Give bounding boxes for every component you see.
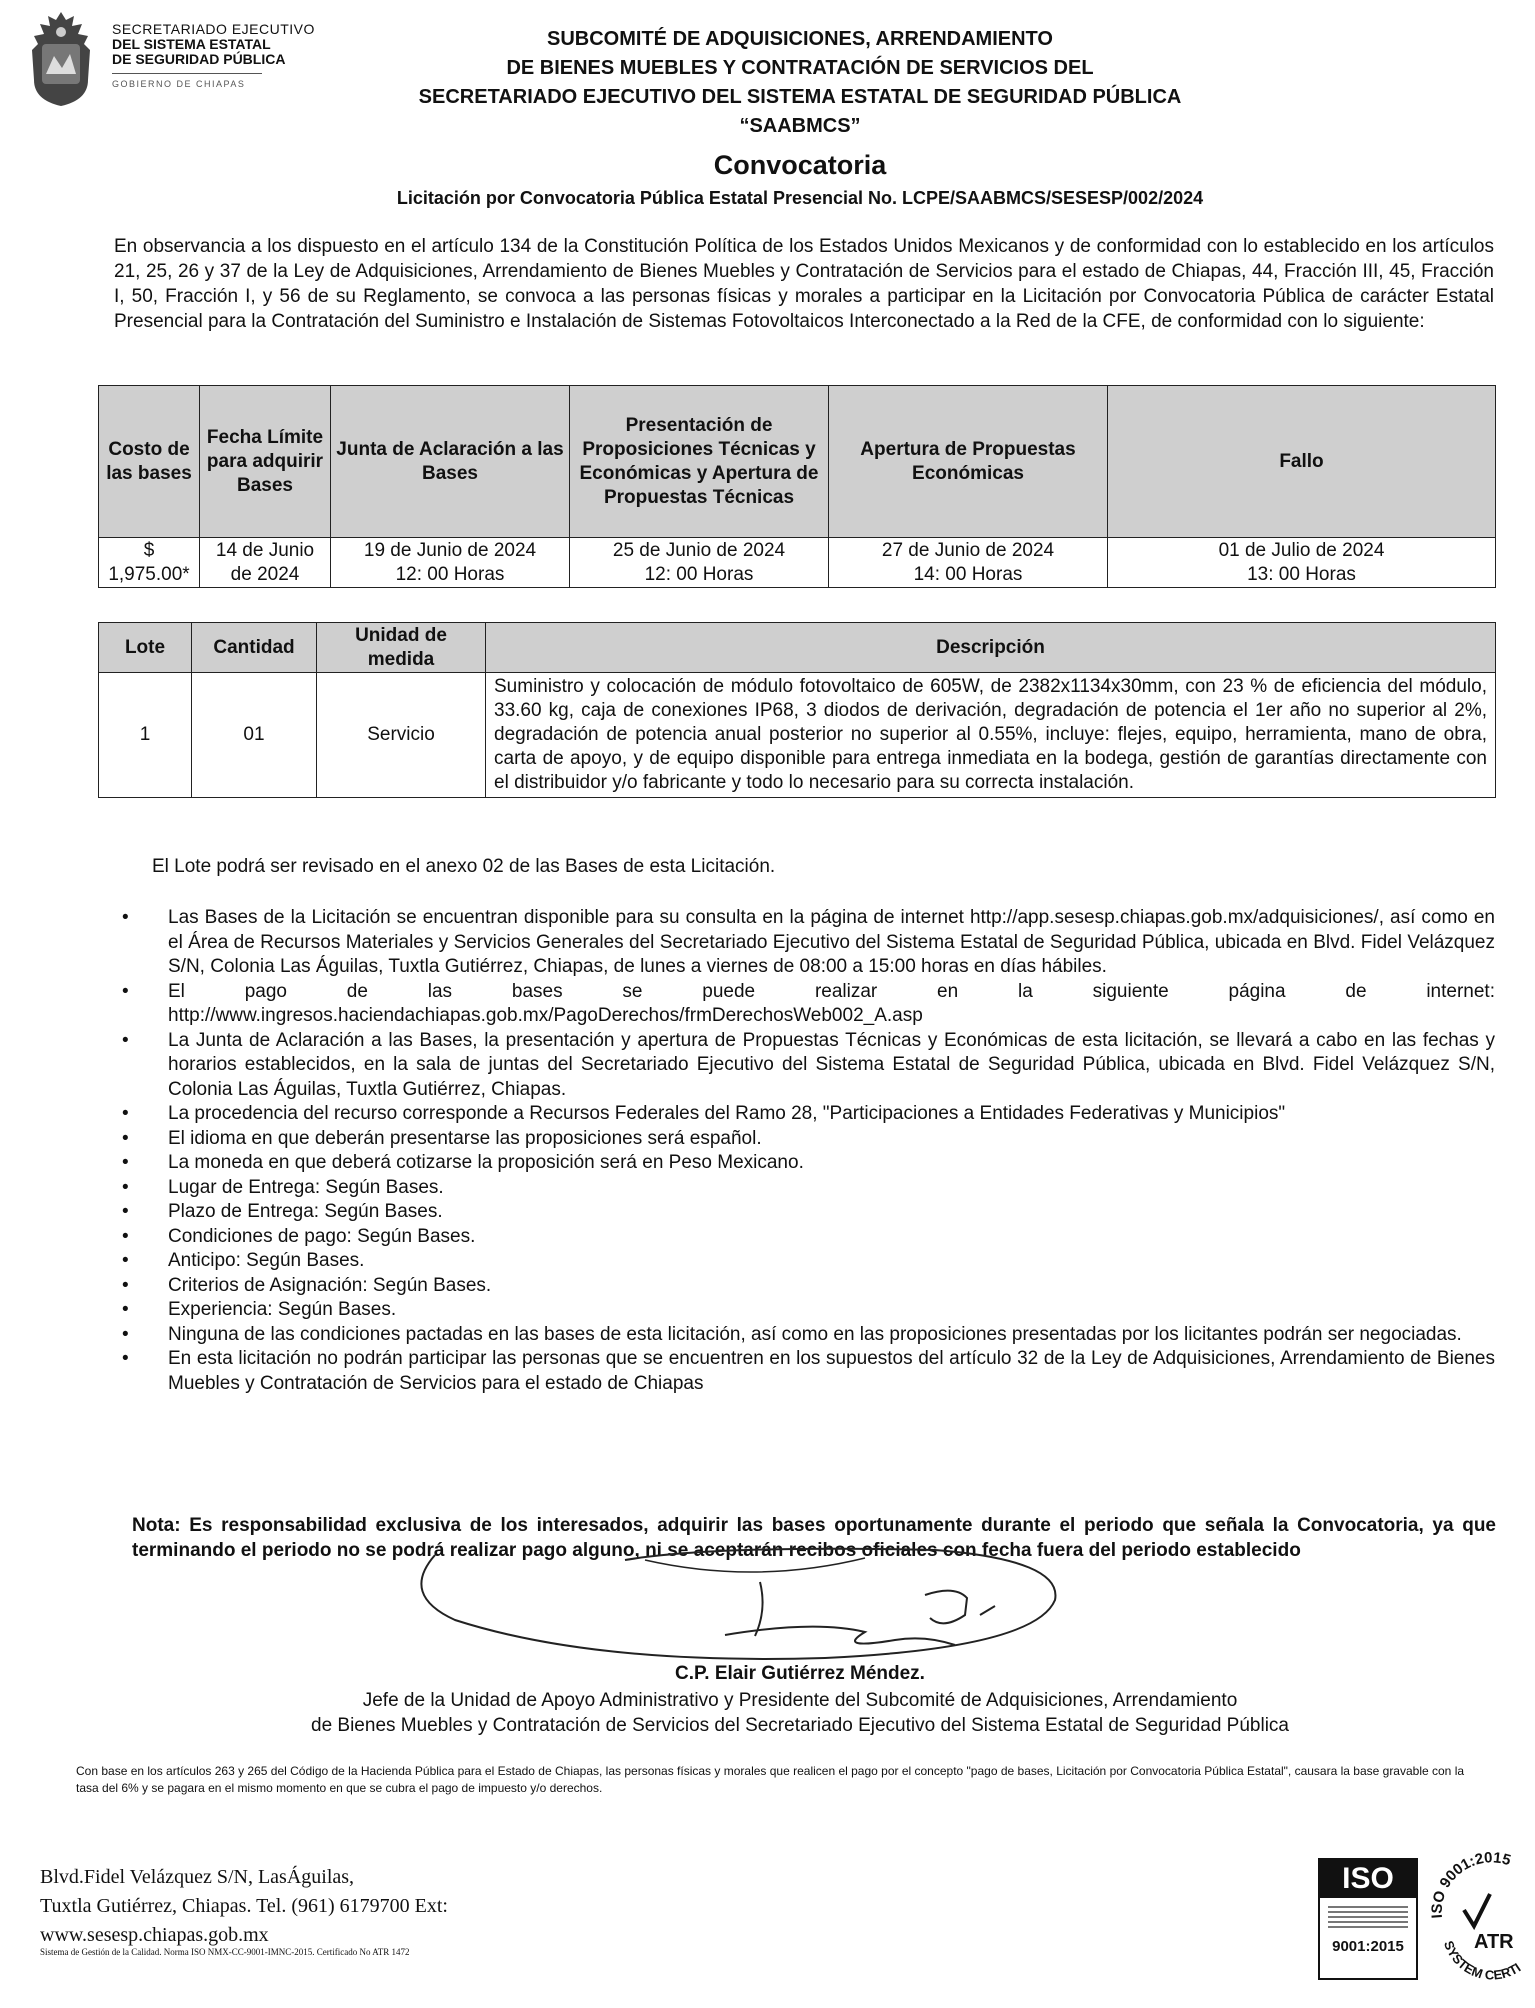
page-title: Convocatoria [713, 150, 887, 180]
list-item: • Plazo de Entrega: Según Bases. [122, 1200, 1495, 1225]
col-header-apertura: Apertura de Propuestas Económicas [829, 386, 1108, 538]
iso-number: 9001:2015 [1332, 1938, 1404, 1955]
org-line-1: SECRETARIADO EJECUTIVO [112, 21, 315, 37]
list-item: • Lugar de Entrega: Según Bases. [122, 1176, 1495, 1201]
signer-title [150, 1688, 1450, 1738]
document-heading [300, 25, 1300, 141]
list-item: • Las Bases de la Licitación se encuentran disponible para su consulta en la página de internet http://app.sesesp.chiapas.gob.mx/adquisiciones/, así como en el Área de Recursos Materiales y Servicios Generales del Secretariado Ejecutivo del Sistema Estatal de Seguridad Pública, ubicada en Blvd. Fidel Velázquez S/N, Colonia Las Águilas, Tuxtla Gutiérrez, Chiapas, de lunes a viernes de 08:00 a 15:00 horas en días hábiles. [122, 906, 1495, 980]
apertura-time: 14: 00 Horas [913, 563, 1023, 585]
list-item: • Anticipo: Según Bases. [122, 1249, 1495, 1274]
list-item: • La moneda en que deberá cotizarse la proposición será en Peso Mexicano. [122, 1151, 1495, 1176]
heading-line-3: SECRETARIADO EJECUTIVO DEL SISTEMA ESTATAL DE SEGURIDAD PÚBLICA [418, 86, 1182, 108]
col-header-descripcion: Descripción [486, 623, 1496, 673]
presentacion-cell [570, 538, 829, 588]
org-line-3: DE SEGURIDAD PÚBLICA [112, 51, 286, 67]
list-item: • El pago de las bases se puede realizar en la siguiente página de internet: http://www.ingresos.haciendachiapas.gob.mx/PagoDerechos/frmDerechosWeb002_A.asp [122, 980, 1495, 1029]
seal-text-top: ISO 9001:2015 [1428, 1849, 1513, 1919]
iso-badge-bars [1328, 1906, 1408, 1930]
list-item: • En esta licitación no podrán participar las personas que se encuentren en los supuestos del artículo 32 de la Ley de Adquisiciones, Arrendamiento de Bienes Muebles y Contratación de Servicios para el estado de Chiapas [122, 1347, 1495, 1396]
col-header-unidad: Unidad de medida [317, 623, 486, 673]
intro-paragraph: En observancia a los dispuesto en el artículo 134 de la Constitución Política de los Estados Unidos Mexicanos y de conformidad con lo establecido en los artículos 21, 25, 26 y 37 de la Ley de Adquisiciones, Arrendamiento de Bienes Muebles y Contratación de Servicios para el estado de Chiapas, 44, Fracción III, 45, Fracción I, 50, Fracción I, y 56 de su Reglamento, se convoca a las personas físicas y morales a participar en la Licitación por Convocatoria Pública de carácter Estatal Presencial para la Contratación del Suministro e Instalación de Sistemas Fotovoltaicos Interconectado a la Red de la CFE, de conformidad con lo siguiente: [114, 236, 1494, 332]
schedule-row [99, 538, 1496, 588]
org-line-2: DEL SISTEMA ESTATAL [112, 36, 271, 52]
junta-cell [331, 538, 570, 588]
apertura-date: 27 de Junio de 2024 [881, 539, 1055, 561]
presentacion-time: 12: 00 Horas [644, 563, 754, 585]
col-header-fallo: Fallo [1108, 386, 1496, 538]
address-line-2: Tuxtla Gutiérrez, Chiapas. Tel. (961) 6179700 Ext: [40, 1895, 448, 1917]
lote-note: El Lote podrá ser revisado en el anexo 02 de las Bases de esta Licitación. [152, 856, 776, 877]
col-header-cantidad: Cantidad [192, 623, 317, 673]
iso-label: ISO [1320, 1860, 1416, 1898]
col-header-junta: Junta de Aclaración a las Bases [331, 386, 570, 538]
list-item: • Experiencia: Según Bases. [122, 1298, 1495, 1323]
list-item: • La Junta de Aclaración a las Bases, la presentación y apertura de Propuestas Técnicas y Económicas de esta licitación, se llevará a cabo en las fechas y horarios establecidos, en la sala de juntas del Secretariado Ejecutivo del Sistema Estatal de Seguridad Pública, ubicada en Blvd. Fidel Velázquez S/N, Colonia Las Águilas, Tuxtla Gutiérrez, Chiapas. [122, 1029, 1495, 1103]
website-link[interactable]: www.sesesp.chiapas.gob.mx [40, 1924, 269, 1946]
list-item: • Condiciones de pago: Según Bases. [122, 1225, 1495, 1250]
list-item: • La procedencia del recurso corresponde a Recursos Federales del Ramo 28, "Participaciones a Entidades Federativas y Municipios" [122, 1102, 1495, 1127]
conditions-list [122, 906, 1495, 1396]
signer-title-line-2: de Bienes Muebles y Contratación de Servicios del Secretariado Ejecutivo del Sistema Estatal de Seguridad Pública [311, 1715, 1289, 1736]
cost-cell: $ 1,975.00* [99, 538, 200, 588]
junta-date: 19 de Junio de 2024 [363, 539, 537, 561]
lote-cell: 1 [99, 673, 192, 798]
limit-date-line-1: 14 de Junio [215, 539, 315, 561]
footer-address [40, 1863, 448, 1950]
fallo-date: 01 de Julio de 2024 [1218, 539, 1385, 561]
signer-title-line-1: Jefe de la Unidad de Apoyo Administrativo y Presidente del Subcomité de Adquisiciones, Arrendamiento [362, 1690, 1238, 1711]
col-header-cost: Costo de las bases [99, 386, 200, 538]
heading-line-4: “SAABMCS” [739, 115, 861, 137]
tender-number: Licitación por Convocatoria Pública Estatal Presencial No. LCPE/SAABMCS/SESESP/002/2024 [396, 188, 1204, 208]
seal-text-bottom: SYSTEM CERTI [1440, 1938, 1524, 1983]
tax-footnote: Con base en los artículos 263 y 265 del Código de la Hacienda Pública para el Estado de Chiapas, las personas físicas y morales que realicen el pago por el concepto "pago de bases, Licitación por Convocatoria Pública Estatal", causara la base gravable con la tasa del 6% y se pagara en el mismo momento en que se cubra el pago de impuesto y/o derechos. [76, 1764, 1465, 1795]
handwritten-signature [395, 1540, 1115, 1675]
col-header-lote: Lote [99, 623, 192, 673]
lot-row [99, 673, 1496, 798]
certification-note: Sistema de Gestión de la Calidad. Norma ISO NMX-CC-9001-IMNC-2015. Certificado No ATR 1472 [40, 1947, 410, 1957]
fallo-cell [1108, 538, 1496, 588]
atr-certification-seal-icon [1424, 1848, 1535, 1983]
svg-text:ISO 9001:2015 [1428, 1849, 1512, 1919]
limit-date-line-2: de 2024 [230, 563, 300, 585]
limit-date-cell [200, 538, 331, 588]
junta-time: 12: 00 Horas [395, 563, 505, 585]
lot-header-row [99, 623, 1496, 673]
list-item: • Criterios de Asignación: Según Bases. [122, 1274, 1495, 1299]
list-item: • Ninguna de las condiciones pactadas en las bases de esta licitación, así como en las proposiciones presentadas por los licitantes podrán ser negociadas. [122, 1323, 1495, 1348]
lot-table [98, 622, 1496, 798]
note-paragraph: Nota: Es responsabilidad exclusiva de los interesados, adquirir las bases oportunamente durante el periodo que señala la Convocatoria, ya que terminando el periodo no se podrá realizar pago alguno, ni se aceptarán recibos oficiales con fecha fuera del periodo establecido [132, 1515, 1496, 1561]
cantidad-cell: 01 [192, 673, 317, 798]
col-header-presentacion: Presentación de Proposiciones Técnicas y Económicas y Apertura de Propuestas Técnicas [570, 386, 829, 538]
heading-line-2: DE BIENES MUEBLES Y CONTRATACIÓN DE SERVICIOS DEL [506, 57, 1094, 79]
address-line-1: Blvd.Fidel Velázquez S/N, LasÁguilas, [40, 1866, 355, 1888]
col-header-limit-date: Fecha Límite para adquirir Bases [200, 386, 331, 538]
descripcion-cell: Suministro y colocación de módulo fotovoltaico de 605W, de 2382x1134x30mm, con 23 % de eficiencia del módulo, 33.60 kg, caja de conexiones IP68, 3 diodos de derivación, degradación de potencia el 1er año no superior al 2%, degradación de potencia anual posterior no superior al 0.55%, incluye: flejes, equipo, herramienta, mano de obra, carta de apoyo, y de equipo disponible para entrega inmediata en la bodega, gestión de garantías directamente con el distribuidor y/o fabricante y todo lo necesario para su correcta instalación. [486, 673, 1496, 798]
schedule-table [98, 385, 1496, 588]
signer-name: C.P. Elair Gutiérrez Méndez. [675, 1663, 925, 1684]
list-item: • El idioma en que deberán presentarse las proposiciones será español. [122, 1127, 1495, 1152]
heading-line-1: SUBCOMITÉ DE ADQUISICIONES, ARRENDAMIENTO [547, 28, 1053, 50]
seal-text-mid: ATR [1474, 1931, 1514, 1953]
org-line-4: GOBIERNO DE CHIAPAS [112, 73, 262, 89]
iso-certification-badge [1318, 1858, 1418, 1980]
schedule-header-row [99, 386, 1496, 538]
apertura-cell [829, 538, 1108, 588]
presentacion-date: 25 de Junio de 2024 [612, 539, 786, 561]
state-coat-of-arms-icon [30, 10, 92, 108]
fallo-time: 13: 00 Horas [1247, 563, 1356, 585]
unidad-cell: Servicio [317, 673, 486, 798]
